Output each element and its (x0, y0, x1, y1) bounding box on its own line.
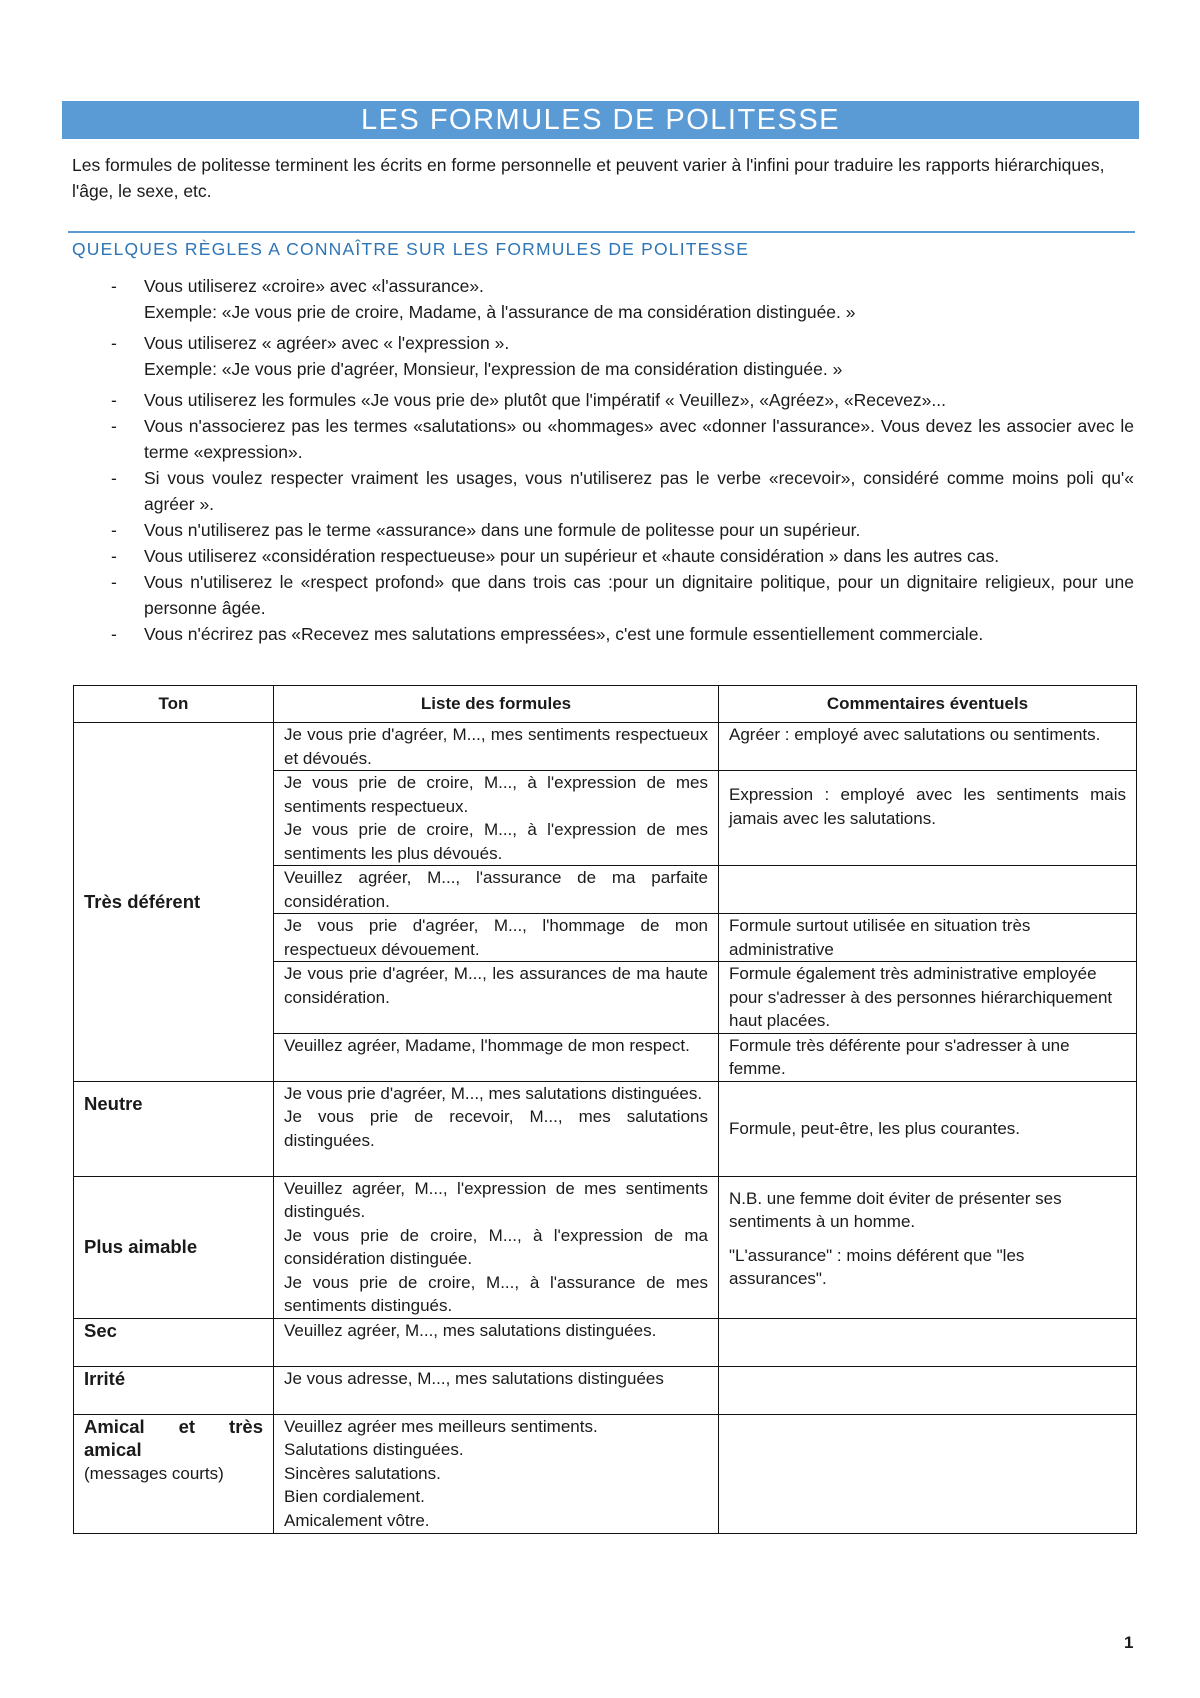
intro-paragraph: Les formules de politesse terminent les écrits en forme personnelle et peuvent varier à l'infini pour traduire les rapports hiérarchiques, l'âge, le sexe, etc. (72, 155, 1105, 201)
ton-sec: Sec (74, 1318, 274, 1366)
rule-example: Exemple: «Je vous prie d'agréer, Monsieur, l'expression de ma considération distinguée. » (144, 359, 843, 379)
formule-cell: Je vous prie d'agréer, M..., les assurances de ma haute considération. (274, 962, 719, 1034)
rule-text: Vous utiliserez « agréer» avec « l'expression ». (144, 333, 510, 353)
formule-line: Sincères salutations. (284, 1463, 441, 1483)
comment-line: "L'assurance" : moins déférent que "les assurances". (729, 1245, 1025, 1288)
table-row (74, 1318, 1137, 1366)
rule-item (0, 273, 1134, 325)
formulas-table (73, 685, 1137, 1534)
comment-cell-empty (719, 1366, 1137, 1414)
comment-cell: Formule surtout utilisée en situation très administrative (719, 914, 1137, 962)
comment-cell: Expression : employé avec les sentiments mais jamais avec les salutations. (719, 771, 1137, 866)
page-title-banner: LES FORMULES DE POLITESSE (62, 101, 1139, 139)
comment-line: N.B. une femme doit éviter de présenter ses sentiments à un homme. (729, 1188, 1062, 1231)
ton-irrite: Irrité (74, 1366, 274, 1414)
comment-cell-empty (719, 866, 1137, 914)
formule-line: Salutations distinguées. (284, 1440, 464, 1459)
formule-cell (274, 1414, 719, 1533)
formule-line: Je vous prie de croire, M..., à l'assurance de mes sentiments distingués. (284, 1272, 708, 1315)
formule-line: Veuillez agréer, M..., l'expression de mes sentiments distingués. (284, 1178, 708, 1221)
rule-text: Vous utiliserez «croire» avec «l'assurance». (144, 276, 484, 296)
formule-cell: Je vous prie d'agréer, M..., l'hommage de mon respectueux dévouement. (274, 914, 719, 962)
ton-amical-label: Amical et très amical (84, 1415, 263, 1460)
table-header-row (74, 686, 1137, 723)
table-row (74, 1414, 1137, 1533)
rule-item: - Vous utiliserez les formules «Je vous prie de» plutôt que l'impératif « Veuillez», «Agréez», «Recevez»... (0, 387, 1134, 413)
formule-cell: Je vous adresse, M..., mes salutations distinguées (274, 1366, 719, 1414)
rule-item: - Vous n'utiliserez le «respect profond» que dans trois cas :pour un dignitaire politique, pour un dignitaire religieux, pour une personne âgée. (0, 569, 1134, 621)
rule-item: - Vous n'utiliserez pas le terme «assurance» dans une formule de politesse pour un supérieur. (0, 517, 1134, 543)
formule-cell: Je vous prie d'agréer, M..., mes sentiments respectueux et dévoués. (274, 723, 719, 771)
comment-cell: Formule, peut-être, les plus courantes. (719, 1081, 1137, 1176)
page-number: 1 (1124, 1633, 1134, 1652)
formule-line: Je vous prie de recevoir, M..., mes salutations distinguées. (284, 1107, 708, 1150)
table-row (74, 1176, 1137, 1318)
rule-item: - Vous n'écrirez pas «Recevez mes salutations empressées», c'est une formule essentiellement commerciale. (0, 621, 1134, 647)
comment-cell: Formule également très administrative employée pour s'adresser à des personnes hiérarchiquement haut placées. (719, 962, 1137, 1034)
rules-list (0, 273, 1200, 647)
formule-cell: Veuillez agréer, M..., l'assurance de ma parfaite considération. (274, 866, 719, 914)
formule-cell (274, 771, 719, 866)
formule-line: Je vous prie de croire, M..., à l'expression de mes sentiments les plus dévoués. (284, 820, 708, 863)
ton-tres-deferent: Très déférent (74, 723, 274, 1082)
section-title: QUELQUES RÈGLES A CONNAÎTRE SUR LES FORMULES DE POLITESSE (72, 239, 750, 259)
formule-cell: Veuillez agréer, Madame, l'hommage de mon respect. (274, 1033, 719, 1081)
rule-item (0, 330, 1134, 382)
formule-line: Je vous prie d'agréer, M..., mes salutations distinguées. (284, 1083, 703, 1103)
comment-cell (719, 1176, 1137, 1318)
header-ton: Ton (74, 686, 274, 723)
rule-item: - Si vous voulez respecter vraiment les usages, vous n'utiliserez pas le verbe «recevoir», considéré comme moins poli qu'« agréer ». (0, 465, 1134, 517)
formule-line: Bien cordialement. (284, 1487, 425, 1506)
formule-cell (274, 1176, 719, 1318)
ton-amical (74, 1414, 274, 1533)
rule-item: - Vous utiliserez «considération respectueuse» pour un supérieur et «haute considération » dans les autres cas. (0, 543, 1134, 569)
comment-cell: Formule très déférente pour s'adresser à une femme. (719, 1033, 1137, 1081)
table-row (74, 723, 1137, 771)
comment-cell-empty (719, 1414, 1137, 1533)
rule-example: Exemple: «Je vous prie de croire, Madame, à l'assurance de ma considération distinguée. » (144, 302, 856, 322)
header-formules: Liste des formules (274, 686, 719, 723)
comment-cell-empty (719, 1318, 1137, 1366)
table-row (74, 1366, 1137, 1414)
formule-cell: Veuillez agréer, M..., mes salutations distinguées. (274, 1318, 719, 1366)
formule-line: Je vous prie de croire, M..., à l'expression de ma considération distinguée. (284, 1225, 708, 1268)
header-commentaires: Commentaires éventuels (719, 686, 1137, 723)
ton-amical-sub: (messages courts) (84, 1463, 224, 1483)
comment-cell: Agréer : employé avec salutations ou sentiments. (719, 723, 1137, 771)
formule-line: Veuillez agréer mes meilleurs sentiments. (284, 1416, 598, 1436)
rule-item: - Vous n'associerez pas les termes «salutations» ou «hommages» avec «donner l'assurance». Vous devez les associer avec le terme «expression». (0, 413, 1134, 465)
formule-cell (274, 1081, 719, 1176)
ton-plus-aimable: Plus aimable (74, 1176, 274, 1318)
formule-line: Amicalement vôtre. (284, 1510, 430, 1530)
formule-line: Je vous prie de croire, M..., à l'expression de mes sentiments respectueux. (284, 773, 708, 816)
ton-neutre: Neutre (74, 1081, 274, 1176)
table-row (74, 1081, 1137, 1176)
section-divider (68, 231, 1135, 233)
